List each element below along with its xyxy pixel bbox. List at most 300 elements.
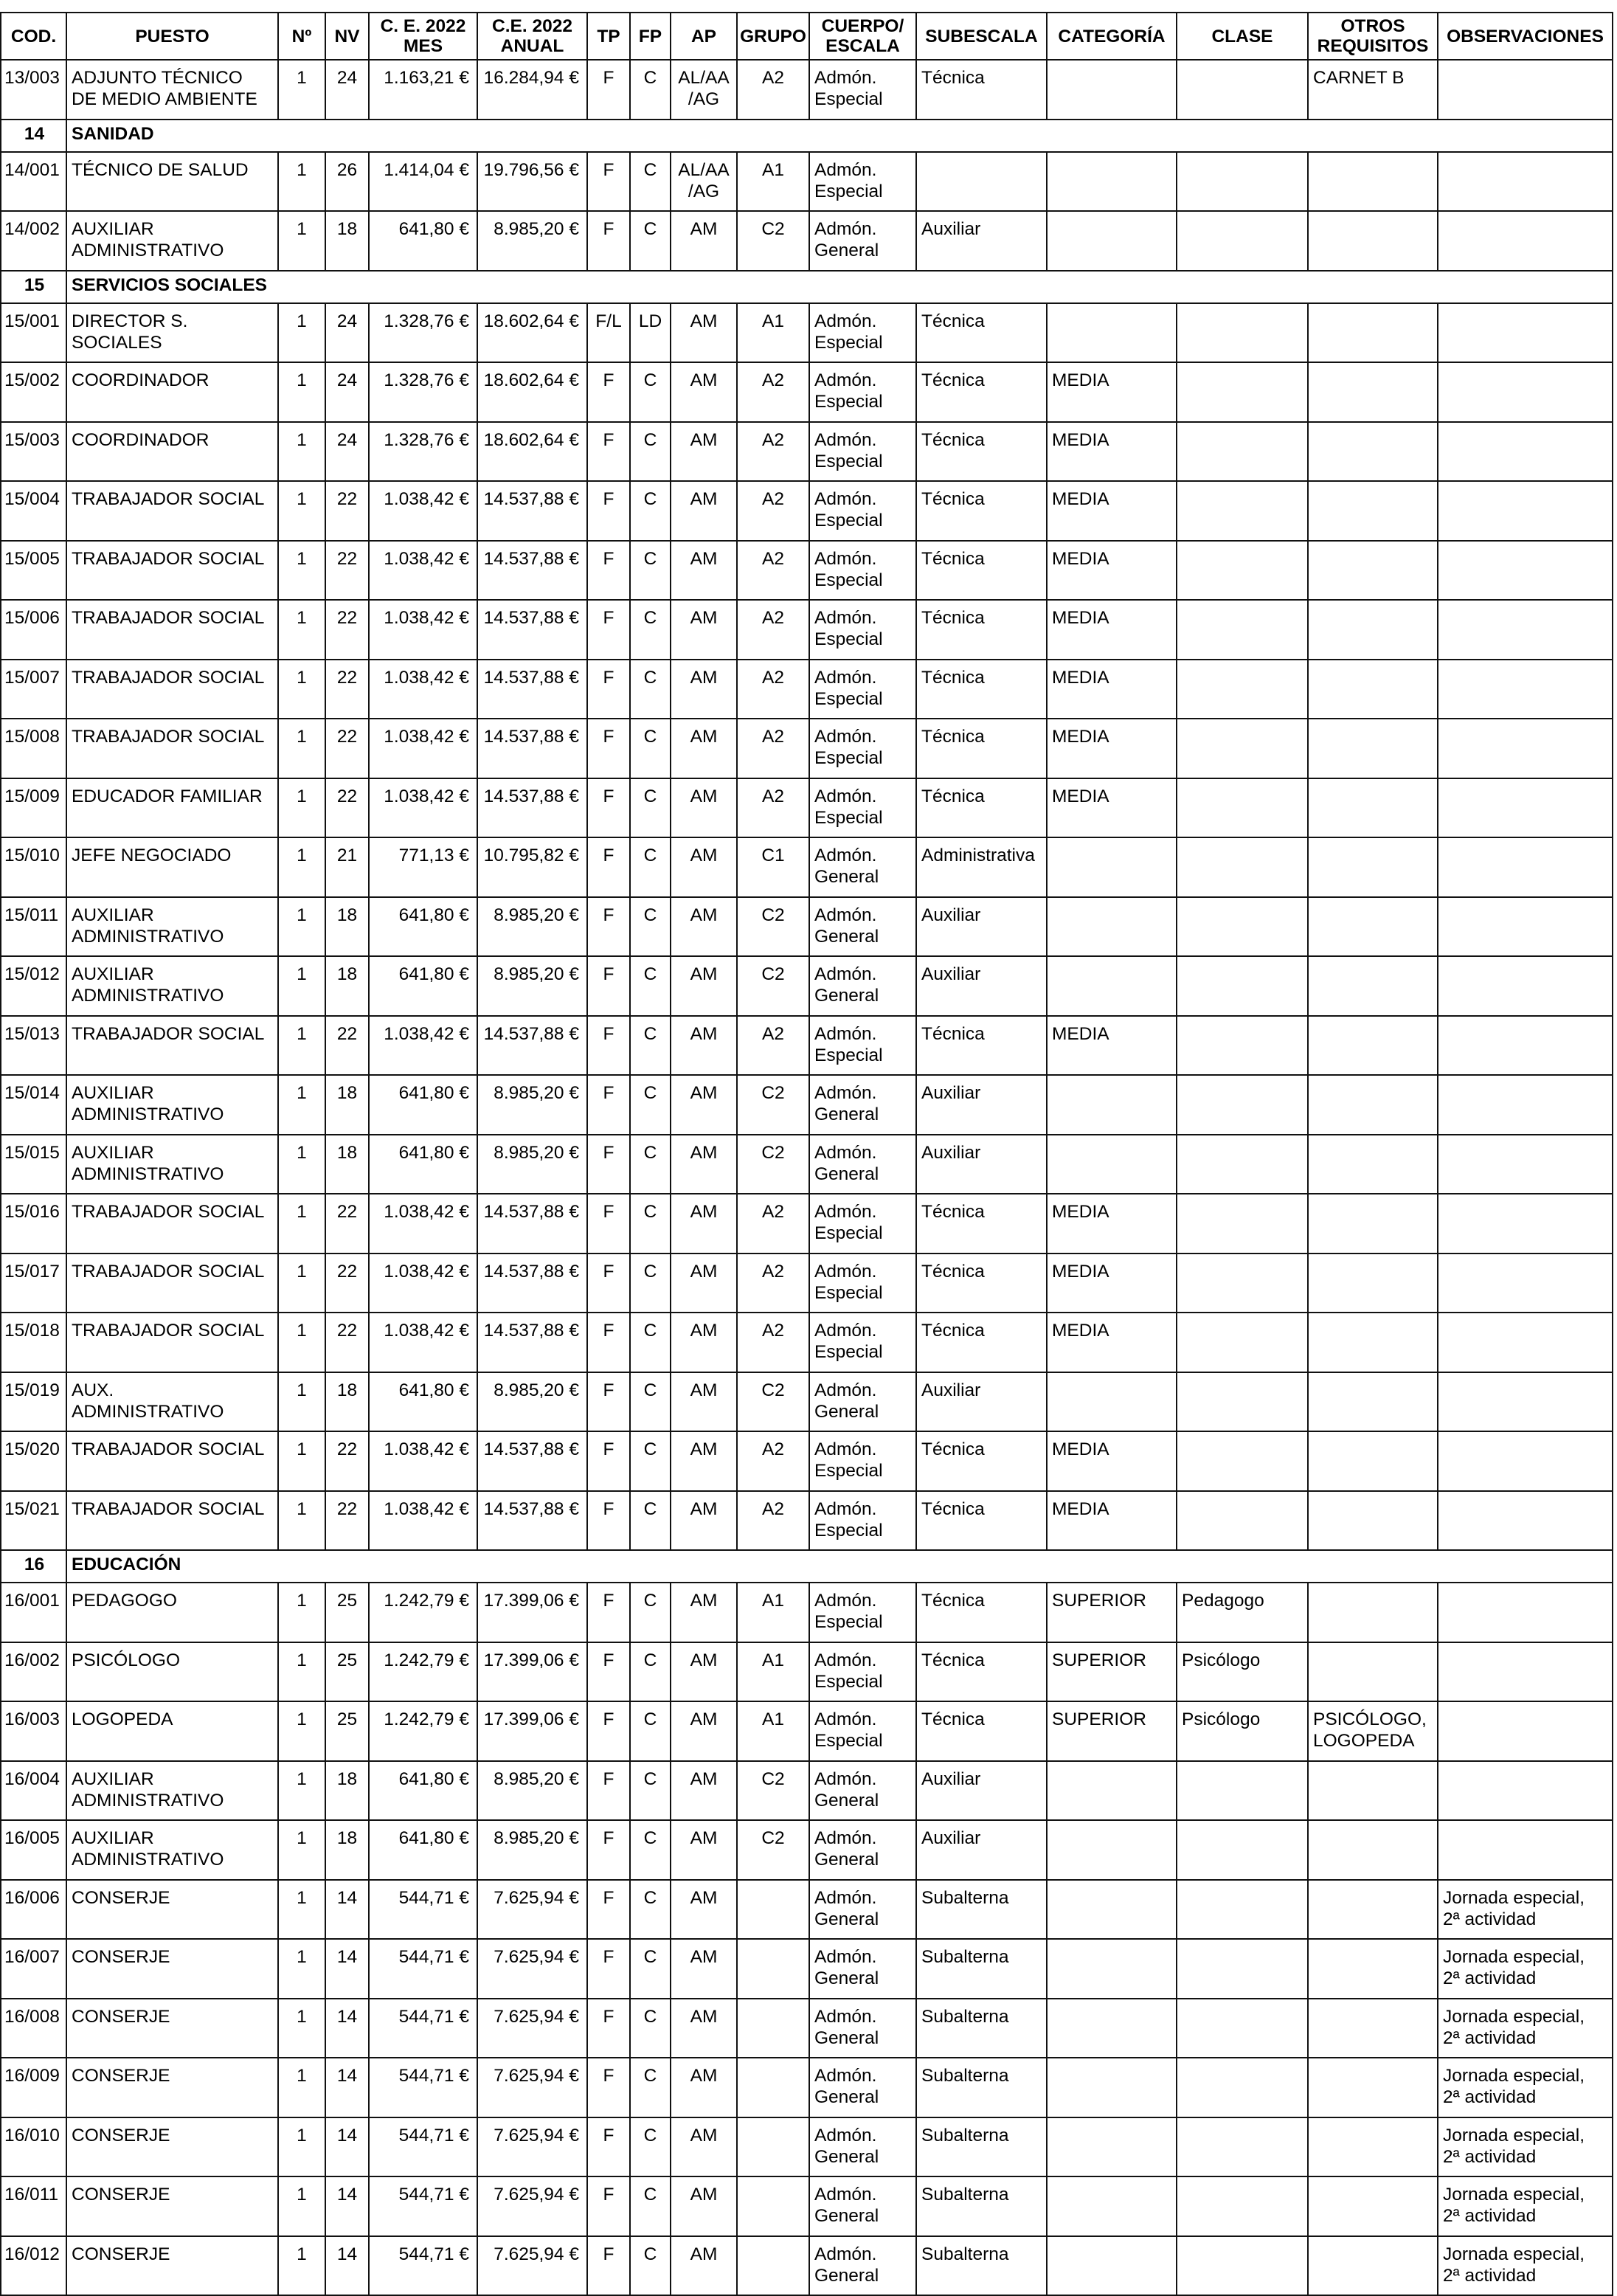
cell-puesto: AUX. ADMINISTRATIVO bbox=[66, 1372, 278, 1432]
cell-ce-anual: 7.625,94 € bbox=[477, 1880, 587, 1940]
cell-cod: 14/002 bbox=[1, 211, 66, 271]
cell-ap: AM bbox=[671, 2176, 737, 2236]
cell-nivel: 14 bbox=[325, 2058, 369, 2117]
cell-ap: AM bbox=[671, 897, 737, 957]
cell-cod: 15/014 bbox=[1, 1075, 66, 1135]
cell-grupo: A2 bbox=[737, 600, 809, 660]
cell-otros-requisitos bbox=[1308, 1939, 1438, 1999]
table-row bbox=[1, 2176, 1613, 2236]
table-row bbox=[1, 1880, 1613, 1940]
cell-observaciones bbox=[1438, 897, 1613, 957]
cell-cod: 16/003 bbox=[1, 1701, 66, 1761]
cell-subescala: Técnica bbox=[916, 1016, 1047, 1076]
cell-cod: 15/013 bbox=[1, 1016, 66, 1076]
cell-ap: AM bbox=[671, 541, 737, 601]
cell-tp: F bbox=[587, 1583, 630, 1642]
cell-ap: AM bbox=[671, 362, 737, 422]
cell-subescala: Subalterna bbox=[916, 1880, 1047, 1940]
cell-fp: C bbox=[630, 2176, 671, 2236]
col-header-otros-requisitos: OTROS REQUISITOS bbox=[1308, 13, 1438, 60]
cell-subescala: Auxiliar bbox=[916, 1761, 1047, 1821]
cell-clase bbox=[1177, 422, 1308, 482]
cell-cuerpo-escala: Admón. Especial bbox=[809, 1194, 916, 1254]
cell-cuerpo-escala: Admón. Especial bbox=[809, 541, 916, 601]
cell-tp: F bbox=[587, 1701, 630, 1761]
cell-fp: C bbox=[630, 1431, 671, 1491]
cell-observaciones bbox=[1438, 956, 1613, 1016]
table-row bbox=[1, 1820, 1613, 1880]
col-header-subescala: SUBESCALA bbox=[916, 13, 1047, 60]
table-row bbox=[1, 481, 1613, 541]
cell-ce-anual: 14.537,88 € bbox=[477, 1254, 587, 1313]
cell-cod: 15/004 bbox=[1, 481, 66, 541]
cell-clase bbox=[1177, 1820, 1308, 1880]
cell-grupo bbox=[737, 2058, 809, 2117]
cell-otros-requisitos bbox=[1308, 660, 1438, 719]
cell-numero: 1 bbox=[278, 1642, 325, 1702]
col-header-cod: COD. bbox=[1, 13, 66, 60]
cell-ce-mes: 544,71 € bbox=[369, 1880, 477, 1940]
cell-fp: C bbox=[630, 60, 671, 120]
section-title: EDUCACIÓN bbox=[66, 1550, 1613, 1583]
cell-nivel: 14 bbox=[325, 1880, 369, 1940]
cell-observaciones: Jornada especial, 2ª actividad bbox=[1438, 2117, 1613, 2177]
cell-subescala: Subalterna bbox=[916, 2117, 1047, 2177]
cell-subescala: Auxiliar bbox=[916, 211, 1047, 271]
col-header-grupo: GRUPO bbox=[737, 13, 809, 60]
cell-nivel: 14 bbox=[325, 1999, 369, 2058]
cell-cuerpo-escala: Admón. General bbox=[809, 1999, 916, 2058]
cell-tp: F bbox=[587, 362, 630, 422]
cell-ap: AM bbox=[671, 1135, 737, 1194]
cell-ce-mes: 544,71 € bbox=[369, 2117, 477, 2177]
cell-puesto: TRABAJADOR SOCIAL bbox=[66, 481, 278, 541]
cell-numero: 1 bbox=[278, 2058, 325, 2117]
cell-ce-mes: 1.242,79 € bbox=[369, 1642, 477, 1702]
cell-otros-requisitos bbox=[1308, 2117, 1438, 2177]
cell-categoria bbox=[1047, 2236, 1177, 2296]
cell-numero: 1 bbox=[278, 1016, 325, 1076]
cell-ce-mes: 544,71 € bbox=[369, 1999, 477, 2058]
cell-fp: C bbox=[630, 1642, 671, 1702]
cell-cuerpo-escala: Admón. General bbox=[809, 1939, 916, 1999]
cell-nivel: 22 bbox=[325, 1254, 369, 1313]
table-row bbox=[1, 719, 1613, 778]
cell-ce-anual: 17.399,06 € bbox=[477, 1642, 587, 1702]
cell-ce-anual: 8.985,20 € bbox=[477, 897, 587, 957]
cell-numero: 1 bbox=[278, 778, 325, 838]
cell-puesto: TRABAJADOR SOCIAL bbox=[66, 1254, 278, 1313]
cell-observaciones bbox=[1438, 600, 1613, 660]
cell-ce-mes: 1.038,42 € bbox=[369, 1491, 477, 1551]
cell-categoria bbox=[1047, 1372, 1177, 1432]
cell-numero: 1 bbox=[278, 1761, 325, 1821]
cell-puesto: CONSERJE bbox=[66, 1939, 278, 1999]
cell-cuerpo-escala: Admón. General bbox=[809, 1820, 916, 1880]
cell-grupo: A2 bbox=[737, 1491, 809, 1551]
cell-fp: C bbox=[630, 1999, 671, 2058]
cell-cuerpo-escala: Admón. Especial bbox=[809, 660, 916, 719]
cell-categoria: MEDIA bbox=[1047, 1431, 1177, 1491]
cell-puesto: TRABAJADOR SOCIAL bbox=[66, 719, 278, 778]
cell-observaciones bbox=[1438, 1701, 1613, 1761]
cell-categoria: MEDIA bbox=[1047, 1491, 1177, 1551]
cell-numero: 1 bbox=[278, 303, 325, 363]
cell-ce-anual: 8.985,20 € bbox=[477, 1075, 587, 1135]
cell-otros-requisitos bbox=[1308, 1583, 1438, 1642]
cell-otros-requisitos bbox=[1308, 1135, 1438, 1194]
cell-cuerpo-escala: Admón. Especial bbox=[809, 778, 916, 838]
cell-ce-anual: 16.284,94 € bbox=[477, 60, 587, 120]
cell-nivel: 24 bbox=[325, 60, 369, 120]
cell-ce-mes: 641,80 € bbox=[369, 1135, 477, 1194]
cell-numero: 1 bbox=[278, 1075, 325, 1135]
cell-grupo bbox=[737, 2176, 809, 2236]
cell-ap: AM bbox=[671, 1194, 737, 1254]
cell-cuerpo-escala: Admón. Especial bbox=[809, 422, 916, 482]
cell-tp: F bbox=[587, 60, 630, 120]
cell-ce-anual: 18.602,64 € bbox=[477, 303, 587, 363]
cell-subescala: Técnica bbox=[916, 1701, 1047, 1761]
cell-nivel: 14 bbox=[325, 2117, 369, 2177]
cell-puesto: AUXILIAR ADMINISTRATIVO bbox=[66, 211, 278, 271]
cell-numero: 1 bbox=[278, 211, 325, 271]
cell-subescala: Técnica bbox=[916, 303, 1047, 363]
cell-observaciones bbox=[1438, 362, 1613, 422]
col-header-ce-anual: C.E. 2022 ANUAL bbox=[477, 13, 587, 60]
cell-grupo: C2 bbox=[737, 1372, 809, 1432]
cell-fp: C bbox=[630, 541, 671, 601]
cell-ce-anual: 8.985,20 € bbox=[477, 211, 587, 271]
col-header-puesto: PUESTO bbox=[66, 13, 278, 60]
cell-numero: 1 bbox=[278, 1431, 325, 1491]
cell-grupo bbox=[737, 1880, 809, 1940]
cell-ce-mes: 1.328,76 € bbox=[369, 362, 477, 422]
cell-cuerpo-escala: Admón. General bbox=[809, 2236, 916, 2296]
cell-nivel: 22 bbox=[325, 778, 369, 838]
section-title: SANIDAD bbox=[66, 120, 1613, 152]
section-code: 14 bbox=[1, 120, 66, 152]
cell-otros-requisitos bbox=[1308, 2176, 1438, 2236]
cell-categoria: MEDIA bbox=[1047, 1313, 1177, 1372]
cell-tp: F bbox=[587, 719, 630, 778]
cell-cod: 16/001 bbox=[1, 1583, 66, 1642]
cell-cuerpo-escala: Admón. General bbox=[809, 837, 916, 897]
cell-ap: AM bbox=[671, 1701, 737, 1761]
cell-ce-mes: 1.038,42 € bbox=[369, 778, 477, 838]
cell-ce-mes: 1.414,04 € bbox=[369, 152, 477, 212]
cell-fp: C bbox=[630, 600, 671, 660]
cell-ap: AM bbox=[671, 2058, 737, 2117]
cell-cuerpo-escala: Admón. Especial bbox=[809, 60, 916, 120]
cell-cuerpo-escala: Admón. Especial bbox=[809, 1254, 916, 1313]
cell-ap: AM bbox=[671, 660, 737, 719]
col-header-tp: TP bbox=[587, 13, 630, 60]
cell-numero: 1 bbox=[278, 600, 325, 660]
cell-ap: AM bbox=[671, 837, 737, 897]
cell-ce-anual: 7.625,94 € bbox=[477, 2058, 587, 2117]
cell-categoria bbox=[1047, 2176, 1177, 2236]
cell-cuerpo-escala: Admón. Especial bbox=[809, 152, 916, 212]
cell-ce-mes: 1.038,42 € bbox=[369, 481, 477, 541]
cell-numero: 1 bbox=[278, 1194, 325, 1254]
cell-puesto: TRABAJADOR SOCIAL bbox=[66, 541, 278, 601]
cell-tp: F bbox=[587, 1820, 630, 1880]
cell-cod: 16/006 bbox=[1, 1880, 66, 1940]
cell-numero: 1 bbox=[278, 719, 325, 778]
cell-clase bbox=[1177, 1431, 1308, 1491]
cell-cod: 15/003 bbox=[1, 422, 66, 482]
cell-numero: 1 bbox=[278, 2117, 325, 2177]
cell-grupo: C1 bbox=[737, 837, 809, 897]
cell-numero: 1 bbox=[278, 1999, 325, 2058]
cell-grupo: C2 bbox=[737, 1135, 809, 1194]
cell-fp: C bbox=[630, 719, 671, 778]
cell-categoria bbox=[1047, 1135, 1177, 1194]
cell-categoria bbox=[1047, 60, 1177, 120]
cell-numero: 1 bbox=[278, 1583, 325, 1642]
table-row bbox=[1, 956, 1613, 1016]
cell-ap: AM bbox=[671, 1939, 737, 1999]
cell-ce-anual: 8.985,20 € bbox=[477, 1761, 587, 1821]
cell-otros-requisitos bbox=[1308, 1642, 1438, 1702]
cell-clase bbox=[1177, 541, 1308, 601]
cell-otros-requisitos bbox=[1308, 2236, 1438, 2296]
cell-puesto: AUXILIAR ADMINISTRATIVO bbox=[66, 1135, 278, 1194]
cell-ce-mes: 641,80 € bbox=[369, 1761, 477, 1821]
cell-ce-anual: 14.537,88 € bbox=[477, 600, 587, 660]
cell-grupo: A2 bbox=[737, 719, 809, 778]
cell-otros-requisitos bbox=[1308, 152, 1438, 212]
cell-nivel: 14 bbox=[325, 2236, 369, 2296]
cell-ce-mes: 1.242,79 € bbox=[369, 1701, 477, 1761]
cell-nivel: 18 bbox=[325, 1820, 369, 1880]
cell-tp: F bbox=[587, 2117, 630, 2177]
cell-fp: C bbox=[630, 1701, 671, 1761]
cell-otros-requisitos bbox=[1308, 1999, 1438, 2058]
cell-observaciones: Jornada especial, 2ª actividad bbox=[1438, 1999, 1613, 2058]
cell-nivel: 22 bbox=[325, 1491, 369, 1551]
cell-fp: C bbox=[630, 362, 671, 422]
cell-fp: C bbox=[630, 422, 671, 482]
cell-numero: 1 bbox=[278, 1939, 325, 1999]
cell-grupo: A2 bbox=[737, 1016, 809, 1076]
cell-categoria bbox=[1047, 1939, 1177, 1999]
cell-puesto: AUXILIAR ADMINISTRATIVO bbox=[66, 1075, 278, 1135]
cell-observaciones bbox=[1438, 1254, 1613, 1313]
table-row bbox=[1, 1939, 1613, 1999]
table-row bbox=[1, 1491, 1613, 1551]
cell-ap: AL/AA /AG bbox=[671, 152, 737, 212]
cell-grupo: A2 bbox=[737, 481, 809, 541]
cell-ce-anual: 8.985,20 € bbox=[477, 1372, 587, 1432]
cell-nivel: 21 bbox=[325, 837, 369, 897]
cell-numero: 1 bbox=[278, 1135, 325, 1194]
cell-fp: C bbox=[630, 1761, 671, 1821]
cell-cod: 15/015 bbox=[1, 1135, 66, 1194]
cell-cod: 15/002 bbox=[1, 362, 66, 422]
cell-nivel: 24 bbox=[325, 422, 369, 482]
cell-cuerpo-escala: Admón. General bbox=[809, 897, 916, 957]
cell-categoria: MEDIA bbox=[1047, 1254, 1177, 1313]
cell-clase bbox=[1177, 303, 1308, 363]
header-row bbox=[1, 13, 1613, 60]
cell-puesto: EDUCADOR FAMILIAR bbox=[66, 778, 278, 838]
cell-clase bbox=[1177, 1194, 1308, 1254]
cell-puesto: TRABAJADOR SOCIAL bbox=[66, 600, 278, 660]
cell-subescala: Auxiliar bbox=[916, 1075, 1047, 1135]
cell-puesto: LOGOPEDA bbox=[66, 1701, 278, 1761]
cell-cod: 16/011 bbox=[1, 2176, 66, 2236]
cell-cuerpo-escala: Admón. General bbox=[809, 1761, 916, 1821]
cell-ce-mes: 641,80 € bbox=[369, 1075, 477, 1135]
cell-fp: C bbox=[630, 897, 671, 957]
cell-otros-requisitos: CARNET B bbox=[1308, 60, 1438, 120]
cell-ce-mes: 1.038,42 € bbox=[369, 541, 477, 601]
cell-subescala: Técnica bbox=[916, 600, 1047, 660]
cell-tp: F bbox=[587, 1491, 630, 1551]
cell-categoria bbox=[1047, 897, 1177, 957]
cell-ce-mes: 641,80 € bbox=[369, 211, 477, 271]
cell-observaciones bbox=[1438, 1016, 1613, 1076]
cell-subescala: Subalterna bbox=[916, 2058, 1047, 2117]
cell-otros-requisitos bbox=[1308, 719, 1438, 778]
cell-observaciones bbox=[1438, 660, 1613, 719]
cell-tp: F bbox=[587, 422, 630, 482]
cell-numero: 1 bbox=[278, 541, 325, 601]
cell-nivel: 22 bbox=[325, 1016, 369, 1076]
cell-cod: 15/018 bbox=[1, 1313, 66, 1372]
cell-clase bbox=[1177, 152, 1308, 212]
cell-nivel: 22 bbox=[325, 1431, 369, 1491]
cell-fp: C bbox=[630, 211, 671, 271]
cell-fp: C bbox=[630, 2058, 671, 2117]
cell-subescala: Subalterna bbox=[916, 2236, 1047, 2296]
cell-clase bbox=[1177, 600, 1308, 660]
cell-observaciones bbox=[1438, 1194, 1613, 1254]
cell-cuerpo-escala: Admón. Especial bbox=[809, 1583, 916, 1642]
cell-ce-mes: 641,80 € bbox=[369, 897, 477, 957]
cell-otros-requisitos bbox=[1308, 778, 1438, 838]
table-row bbox=[1, 778, 1613, 838]
cell-otros-requisitos bbox=[1308, 2058, 1438, 2117]
cell-grupo: C2 bbox=[737, 897, 809, 957]
cell-tp: F bbox=[587, 1431, 630, 1491]
table-body bbox=[1, 60, 1613, 2295]
cell-ap: AM bbox=[671, 1999, 737, 2058]
cell-clase bbox=[1177, 362, 1308, 422]
cell-tp: F bbox=[587, 778, 630, 838]
cell-clase bbox=[1177, 481, 1308, 541]
cell-cod: 14/001 bbox=[1, 152, 66, 212]
cell-ce-anual: 14.537,88 € bbox=[477, 1194, 587, 1254]
cell-ce-anual: 14.537,88 € bbox=[477, 1313, 587, 1372]
cell-cod: 16/008 bbox=[1, 1999, 66, 2058]
cell-ap: AM bbox=[671, 1372, 737, 1432]
table-row bbox=[1, 1642, 1613, 1702]
cell-fp: C bbox=[630, 1135, 671, 1194]
cell-observaciones bbox=[1438, 1491, 1613, 1551]
cell-puesto: COORDINADOR bbox=[66, 422, 278, 482]
cell-observaciones bbox=[1438, 303, 1613, 363]
cell-clase bbox=[1177, 2236, 1308, 2296]
cell-ce-anual: 17.399,06 € bbox=[477, 1701, 587, 1761]
cell-otros-requisitos bbox=[1308, 1254, 1438, 1313]
cell-categoria: SUPERIOR bbox=[1047, 1583, 1177, 1642]
cell-puesto: AUXILIAR ADMINISTRATIVO bbox=[66, 1761, 278, 1821]
cell-subescala: Técnica bbox=[916, 660, 1047, 719]
cell-ce-mes: 1.242,79 € bbox=[369, 1583, 477, 1642]
cell-cod: 16/009 bbox=[1, 2058, 66, 2117]
cell-otros-requisitos bbox=[1308, 1761, 1438, 1821]
table-row bbox=[1, 1761, 1613, 1821]
cell-puesto: CONSERJE bbox=[66, 2058, 278, 2117]
table-row bbox=[1, 1016, 1613, 1076]
cell-ce-anual: 7.625,94 € bbox=[477, 1939, 587, 1999]
cell-tp: F bbox=[587, 1880, 630, 1940]
cell-puesto: ADJUNTO TÉCNICO DE MEDIO AMBIENTE bbox=[66, 60, 278, 120]
table-row bbox=[1, 152, 1613, 212]
cell-tp: F bbox=[587, 1254, 630, 1313]
cell-grupo: A1 bbox=[737, 1701, 809, 1761]
col-header-nivel: NV bbox=[325, 13, 369, 60]
cell-observaciones bbox=[1438, 778, 1613, 838]
cell-categoria: MEDIA bbox=[1047, 481, 1177, 541]
cell-cod: 15/019 bbox=[1, 1372, 66, 1432]
cell-categoria: MEDIA bbox=[1047, 719, 1177, 778]
cell-ce-mes: 1.038,42 € bbox=[369, 719, 477, 778]
cell-subescala: Técnica bbox=[916, 1583, 1047, 1642]
cell-ap: AM bbox=[671, 211, 737, 271]
cell-grupo: A2 bbox=[737, 60, 809, 120]
cell-fp: C bbox=[630, 481, 671, 541]
cell-ap: AM bbox=[671, 778, 737, 838]
cell-observaciones bbox=[1438, 1820, 1613, 1880]
cell-categoria bbox=[1047, 2058, 1177, 2117]
cell-otros-requisitos bbox=[1308, 362, 1438, 422]
cell-categoria bbox=[1047, 152, 1177, 212]
cell-ce-mes: 1.038,42 € bbox=[369, 1194, 477, 1254]
cell-numero: 1 bbox=[278, 362, 325, 422]
cell-subescala: Subalterna bbox=[916, 2176, 1047, 2236]
cell-grupo: A2 bbox=[737, 660, 809, 719]
cell-ce-anual: 14.537,88 € bbox=[477, 778, 587, 838]
cell-fp: C bbox=[630, 1491, 671, 1551]
cell-cuerpo-escala: Admón. Especial bbox=[809, 719, 916, 778]
cell-cuerpo-escala: Admón. Especial bbox=[809, 1701, 916, 1761]
cell-cuerpo-escala: Admón. Especial bbox=[809, 1642, 916, 1702]
table-row bbox=[1, 1194, 1613, 1254]
cell-ce-anual: 7.625,94 € bbox=[477, 1999, 587, 2058]
cell-nivel: 18 bbox=[325, 1761, 369, 1821]
cell-cod: 15/016 bbox=[1, 1194, 66, 1254]
cell-tp: F bbox=[587, 1372, 630, 1432]
cell-tp: F bbox=[587, 481, 630, 541]
cell-tp: F bbox=[587, 2058, 630, 2117]
cell-clase bbox=[1177, 1313, 1308, 1372]
cell-ce-anual: 14.537,88 € bbox=[477, 719, 587, 778]
cell-tp: F bbox=[587, 1999, 630, 2058]
cell-observaciones bbox=[1438, 422, 1613, 482]
cell-observaciones bbox=[1438, 1313, 1613, 1372]
cell-observaciones bbox=[1438, 1583, 1613, 1642]
cell-observaciones bbox=[1438, 837, 1613, 897]
cell-clase bbox=[1177, 1075, 1308, 1135]
cell-tp: F bbox=[587, 1075, 630, 1135]
cell-tp: F bbox=[587, 1194, 630, 1254]
cell-observaciones bbox=[1438, 541, 1613, 601]
cell-subescala: Técnica bbox=[916, 362, 1047, 422]
